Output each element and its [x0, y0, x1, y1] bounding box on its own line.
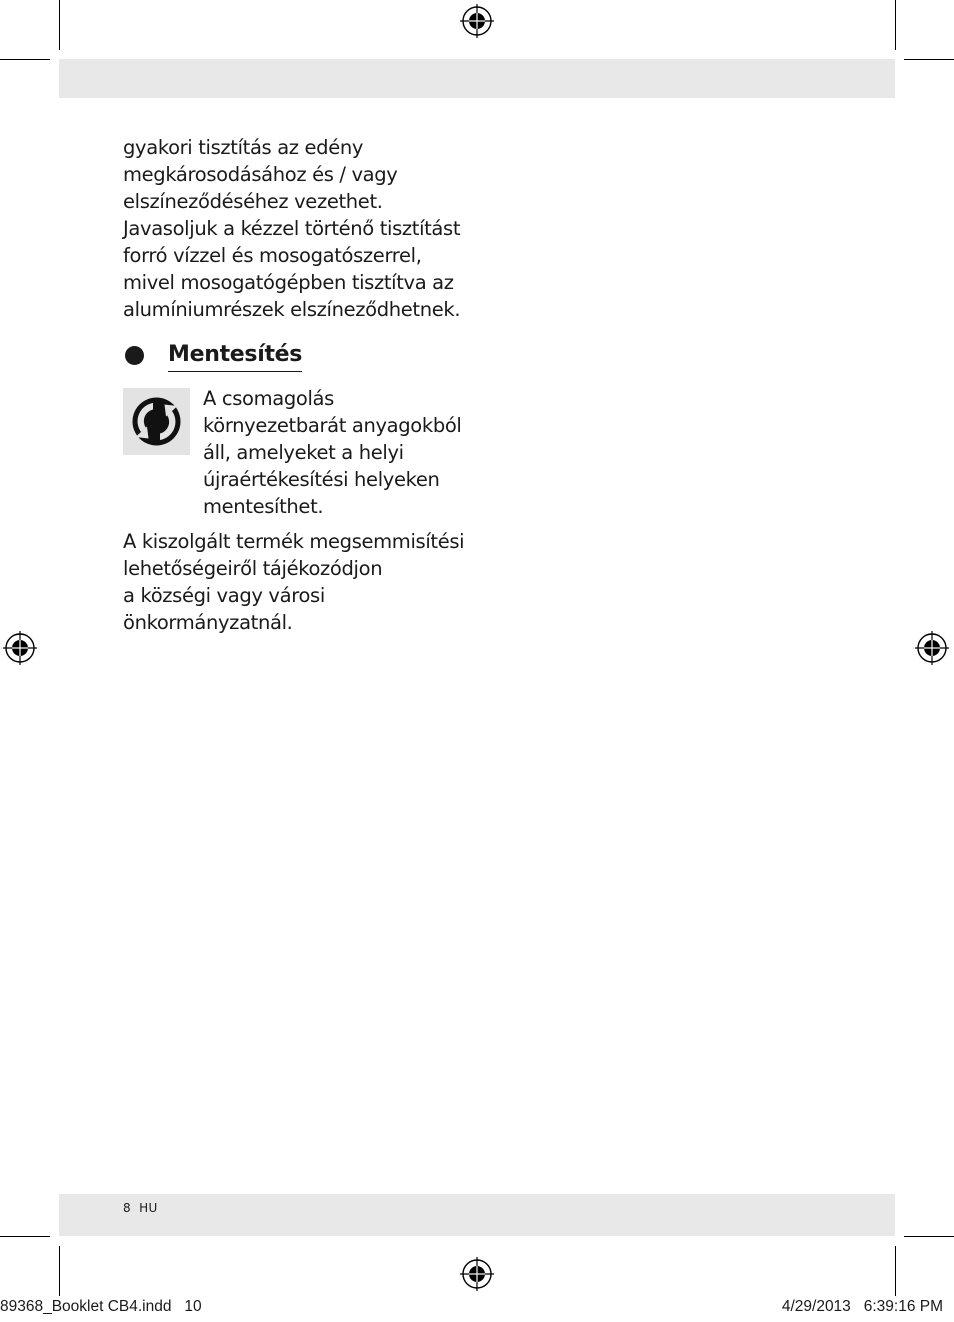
disposal-paragraph	[123, 528, 468, 636]
text-line: A csomagolás	[203, 387, 334, 410]
text-line: önkormányzatnál.	[123, 611, 293, 634]
page-number: 8	[123, 1201, 131, 1215]
text-line: forró vízzel és mosogatószerrel,	[123, 244, 422, 267]
text-line: elszíneződéséhez vezethet.	[123, 190, 383, 213]
packaging-note	[203, 385, 468, 520]
text-line: mivel mosogatógépben tisztítva az	[123, 271, 454, 294]
text-line: A kiszolgált termék megsemmisítési	[123, 530, 465, 553]
registration-mark-icon	[915, 631, 949, 665]
crop-mark	[0, 1236, 50, 1237]
crop-mark	[59, 0, 60, 50]
crop-mark	[895, 1246, 896, 1296]
print-slug-file: 89368_Booklet CB4.indd 10	[0, 1298, 202, 1315]
crop-mark	[0, 59, 50, 60]
text-line: a községi vagy városi	[123, 584, 325, 607]
section-heading: Mentesítés	[168, 340, 302, 372]
crop-mark	[904, 1236, 954, 1237]
print-slug-timestamp: 4/29/2013 6:39:16 PM	[781, 1298, 943, 1315]
crop-mark	[895, 0, 896, 50]
green-dot-recycling-icon	[123, 388, 190, 455]
text-line: alumíniumrészek elszíneződhetnek.	[123, 298, 461, 321]
green-dot-logo	[123, 388, 190, 455]
text-line: lehetőségeiről tájékozódjon	[123, 557, 383, 580]
language-code: HU	[139, 1201, 158, 1215]
registration-mark-icon	[460, 4, 494, 38]
text-line: gyakori tisztítás az edény	[123, 136, 364, 159]
text-line: mentesíthet.	[203, 495, 324, 518]
bullet-icon	[125, 346, 144, 365]
registration-mark-icon	[3, 631, 37, 665]
text-line: újraértékesítési helyeken	[203, 468, 440, 491]
text-line: környezetbarát anyagokból	[203, 414, 462, 437]
intro-paragraph	[123, 134, 468, 323]
registration-mark-icon	[460, 1257, 494, 1291]
text-line: áll, amelyeket a helyi	[203, 441, 404, 464]
crop-mark	[59, 1246, 60, 1296]
crop-mark	[904, 59, 954, 60]
text-line: megkárosodásához és / vagy	[123, 163, 398, 186]
page-footer	[123, 1200, 158, 1216]
header-band	[59, 59, 895, 98]
footer-band	[59, 1194, 895, 1236]
text-line: Javasoljuk a kézzel történő tisztítást	[123, 217, 461, 240]
